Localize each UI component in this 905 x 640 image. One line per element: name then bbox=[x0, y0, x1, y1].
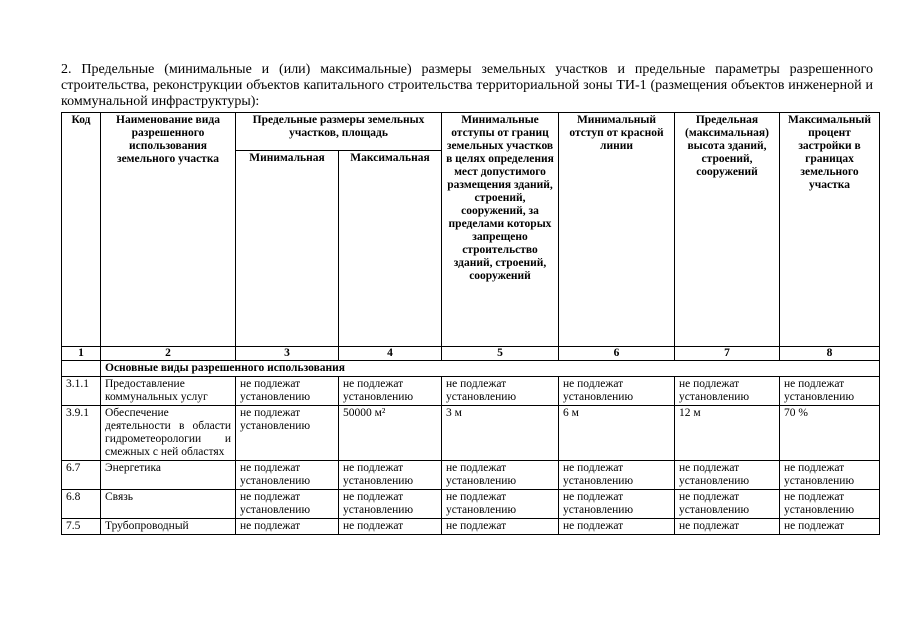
cell-min: не подлежат установлению bbox=[236, 461, 339, 490]
cell-percent: не подлежат установлению bbox=[780, 461, 880, 490]
cell-max: не подлежат bbox=[339, 519, 442, 535]
header-code: Код bbox=[62, 113, 101, 347]
cell-name: Предоставление коммунальных услуг bbox=[101, 377, 236, 406]
cell-red-line: не подлежат bbox=[559, 519, 675, 535]
header-sizes: Предельные размеры земельных участков, площадь bbox=[236, 113, 442, 151]
column-number: 7 bbox=[675, 347, 780, 361]
header-red-line: Минимальный отступ от красной линии bbox=[559, 113, 675, 347]
table-row bbox=[62, 461, 880, 490]
header-max: Максимальная bbox=[339, 151, 442, 347]
cell-percent: не подлежат установлению bbox=[780, 490, 880, 519]
cell-percent: не подлежат bbox=[780, 519, 880, 535]
column-number: 2 bbox=[101, 347, 236, 361]
header-name: Наименование вида разрешенного использования земельного участка bbox=[101, 113, 236, 347]
cell-setback: не подлежат bbox=[442, 519, 559, 535]
cell-name: Обеспечение деятельности в области гидрометеорологии и смежных с ней областях bbox=[101, 406, 236, 461]
cell-min: не подлежат установлению bbox=[236, 406, 339, 461]
cell-height: не подлежат bbox=[675, 519, 780, 535]
column-number: 1 bbox=[62, 347, 101, 361]
zoning-table bbox=[61, 112, 880, 535]
table-row bbox=[62, 490, 880, 519]
column-number: 8 bbox=[780, 347, 880, 361]
intro-paragraph: 2. Предельные (минимальные и (или) максимальные) размеры земельных участков и предельные параметры разрешенного строительства, реконструкции объектов капитального строительства территориальной зоны ТИ-1 (размещения объектов инженерной и коммунальной инфраструктуры): bbox=[61, 62, 873, 109]
cell-min: не подлежат установлению bbox=[236, 377, 339, 406]
section-row bbox=[62, 361, 880, 377]
cell-setback: не подлежат установлению bbox=[442, 377, 559, 406]
cell-setback: не подлежат установлению bbox=[442, 461, 559, 490]
cell-max: не подлежат установлению bbox=[339, 490, 442, 519]
column-number: 6 bbox=[559, 347, 675, 361]
column-number: 4 bbox=[339, 347, 442, 361]
cell-code: 7.5 bbox=[62, 519, 101, 535]
header-percent: Максимальный процент застройки в границах земельного участка bbox=[780, 113, 880, 347]
cell-name: Связь bbox=[101, 490, 236, 519]
table-row bbox=[62, 519, 880, 535]
cell-red-line: 6 м bbox=[559, 406, 675, 461]
cell-red-line: не подлежат установлению bbox=[559, 490, 675, 519]
cell-red-line: не подлежат установлению bbox=[559, 461, 675, 490]
cell-min: не подлежат bbox=[236, 519, 339, 535]
cell-code: 3.1.1 bbox=[62, 377, 101, 406]
column-number: 3 bbox=[236, 347, 339, 361]
cell-percent: не подлежат установлению bbox=[780, 377, 880, 406]
header-setback: Минимальные отступы от границ земельных участков в целях определения мест допустимого размещения зданий, строений, сооружений, за пределами которых запрещено строительство зданий, строений, сооружений bbox=[442, 113, 559, 347]
cell-height: 12 м bbox=[675, 406, 780, 461]
cell-code: 6.8 bbox=[62, 490, 101, 519]
column-number-row bbox=[62, 347, 880, 361]
cell-name: Трубопроводный bbox=[101, 519, 236, 535]
column-number: 5 bbox=[442, 347, 559, 361]
section-code-cell bbox=[62, 361, 101, 377]
cell-setback: не подлежат установлению bbox=[442, 490, 559, 519]
cell-min: не подлежат установлению bbox=[236, 490, 339, 519]
cell-name: Энергетика bbox=[101, 461, 236, 490]
table-row bbox=[62, 377, 880, 406]
cell-code: 6.7 bbox=[62, 461, 101, 490]
header-min: Минимальная bbox=[236, 151, 339, 347]
cell-percent: 70 % bbox=[780, 406, 880, 461]
header-height: Предельная (максимальная) высота зданий, строений, сооружений bbox=[675, 113, 780, 347]
cell-max: не подлежат установлению bbox=[339, 377, 442, 406]
cell-height: не подлежат установлению bbox=[675, 490, 780, 519]
cell-red-line: не подлежат установлению bbox=[559, 377, 675, 406]
cell-code: 3.9.1 bbox=[62, 406, 101, 461]
cell-height: не подлежат установлению bbox=[675, 377, 780, 406]
cell-max: не подлежат установлению bbox=[339, 461, 442, 490]
cell-setback: 3 м bbox=[442, 406, 559, 461]
cell-max: 50000 м² bbox=[339, 406, 442, 461]
section-title: Основные виды разрешенного использования bbox=[101, 361, 880, 377]
cell-height: не подлежат установлению bbox=[675, 461, 780, 490]
table-row bbox=[62, 406, 880, 461]
